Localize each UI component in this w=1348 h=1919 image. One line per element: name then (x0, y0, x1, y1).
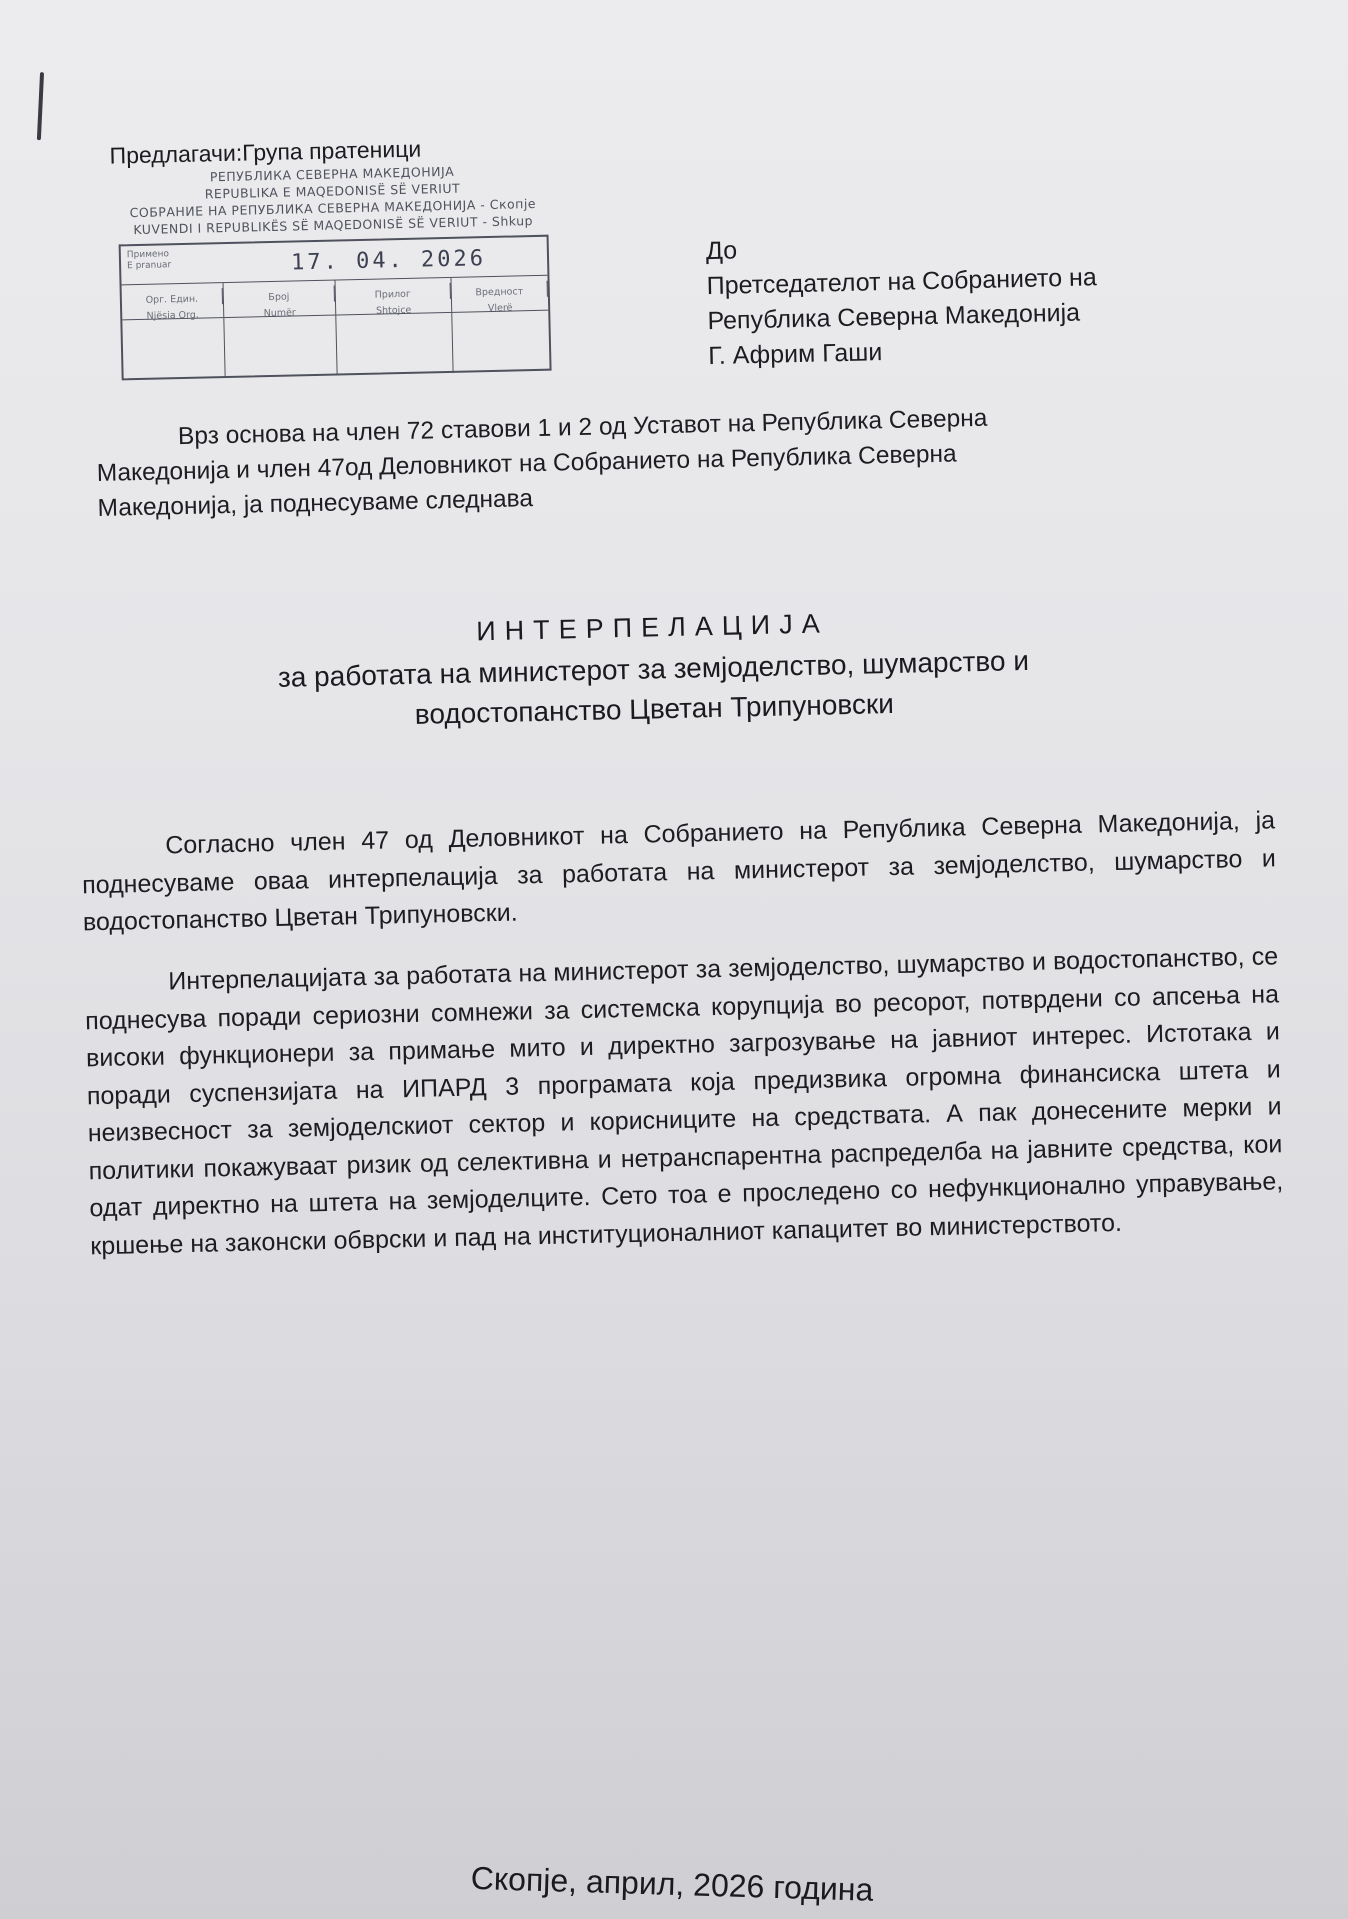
stamp-column-label: Shtojce (375, 304, 412, 317)
document-subtitle-line: за работата на министерот за земјоделство, шумарство и (277, 644, 1030, 693)
recipient-line: Г. Африм Гаши (707, 338, 883, 371)
stamp-line: СОБРАНИЕ НА РЕПУБЛИКА СЕВЕРНА МАКЕДОНИЈА - Скопје (129, 195, 537, 221)
recipient-line: Република Северна Македонија (707, 298, 1081, 336)
stamp-date: 17. 04. 2026 (290, 246, 487, 276)
proposers-label: Предлагачи:Група пратеници (109, 135, 422, 169)
legal-basis-paragraph (96, 396, 1218, 526)
stamp-line: РЕПУБЛИКА СЕВЕРНА МАКЕДОНИЈА (209, 163, 455, 185)
recipient-block (706, 225, 1099, 374)
body-paragraph-1: Согласно член 47 од Деловникот на Собранието на Република Северна Македонија, ја поднесуваме оваа интерпелација за работата на министерот за земјоделство, шумарство и водостопанство Цветан Трипуновски. (81, 806, 1277, 937)
body-paragraph-2: Интерпелацијата за работата на министерот за земјоделство, шумарство и водостопанство, се поднесува поради сериозни сомнежи за системска корупција во ресорот, потврдени со апсења на високи функционери за примање мито и директно загрозување на јавниот интерес. Истотака и поради суспензијата на ИПАРД 3 програмата која предизвика огромна финансиска штета и неизвесност за земјоделскиот сектор и корисниците на средствата. А пак донесените мерки и политики покажуваат ризик од селективна и нетранспарентна распределба на јавните средства, кои одат директно на штета на земјоделците. Сето тоа е проследено со нефункционално управување, кршење на законски обврски и пад на институционалниот капацитет во министерството. (84, 942, 1284, 1260)
stamp-table (119, 235, 552, 381)
stamp-empty-cells (122, 311, 549, 381)
stamp-received-sq: E pranuar (127, 260, 172, 272)
stamp-column-org (122, 283, 225, 322)
legal-basis-line: Врз основа на член 72 ставови 1 и 2 од Уставот на Република Северна (177, 404, 988, 451)
stamp-received-label (127, 249, 172, 272)
registry-stamp (117, 161, 552, 381)
stamp-column-label: Орг. Един. (122, 288, 223, 306)
legal-basis-line: Македонија и член 47од Деловникот на Собранието на Република Северна (96, 440, 957, 487)
document-title: ИНТЕРПЕЛАЦИЈА (475, 608, 829, 647)
place-and-date: Скопје, април, 2026 година (470, 1859, 874, 1908)
stamp-line: KUVENDI I REPUBLIKËS SË MAQEDONISË SË VERIUT - Shkup (133, 213, 534, 238)
stamp-cell (224, 315, 337, 378)
stamp-column-label: Numër (263, 307, 296, 320)
stamp-received-mk: Примено (126, 249, 170, 261)
stamp-cell (122, 318, 225, 380)
pen-mark (37, 72, 44, 140)
title-block (142, 601, 1164, 741)
stamp-column-value (451, 276, 548, 315)
recipient-line: До (705, 236, 738, 266)
stamp-line: REPUBLIKA E MAQEDONISË SË VERIUT (204, 180, 461, 202)
stamp-column-label: Вредност (452, 281, 548, 299)
recipient-line: Претседателот на Собранието на (706, 263, 1098, 301)
stamp-cell (452, 311, 549, 373)
stamp-column-number (224, 281, 337, 318)
stamp-column-label: Vlerë (487, 302, 513, 315)
stamp-column-attachment (335, 278, 452, 315)
stamp-column-label: Прилог (336, 283, 451, 302)
legal-basis-line: Македонија, ја поднесуваме следнава (97, 485, 534, 522)
stamp-column-label: Број (224, 286, 335, 305)
document-subtitle-line: водостопанство Цветан Трипуновски (414, 687, 895, 730)
stamp-cell (336, 313, 453, 376)
stamp-column-label: Njësia Org. (146, 309, 200, 322)
